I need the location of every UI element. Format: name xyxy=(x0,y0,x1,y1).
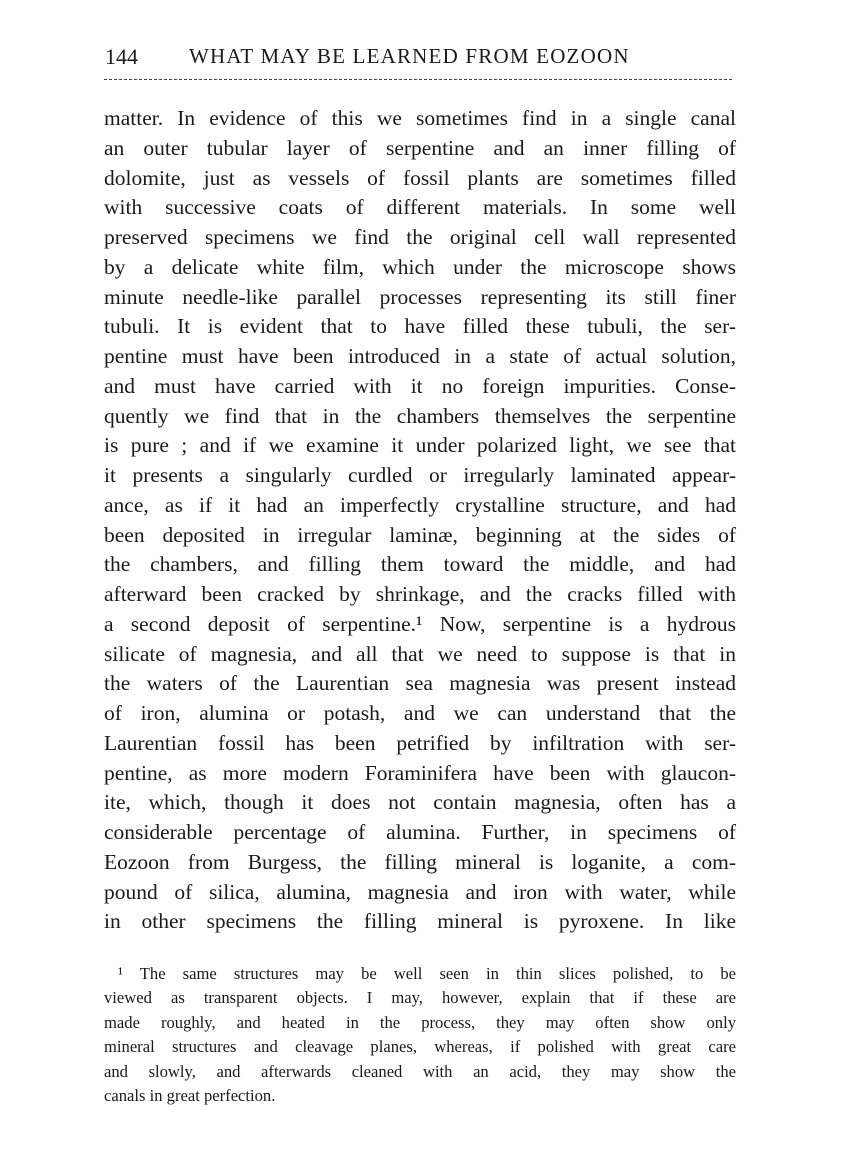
body-line: been deposited in irregular laminæ, beginning at the sides of xyxy=(104,522,736,547)
body-line: of iron, alumina or potash, and we can understand that the xyxy=(104,701,736,725)
footnote xyxy=(104,962,736,1108)
header-rule xyxy=(104,79,732,80)
body-line: the waters of the Laurentian sea magnesia was present instead xyxy=(104,671,736,696)
body-line: an outer tubular layer of serpentine and an inner filling of xyxy=(104,135,736,160)
body-line: is pure ; and if we examine it under polarized light, we see that xyxy=(104,433,736,458)
body-line: ite, which, though it does not contain magnesia, often has a xyxy=(104,790,736,815)
body-line: ance, as if it had an imperfectly crystalline structure, and had xyxy=(104,492,736,517)
body-line: silicate of magnesia, and all that we need to suppose is that in xyxy=(104,641,736,666)
body-line: by a delicate white film, which under the microscope shows xyxy=(104,254,736,279)
body-line: pentine must have been introduced in a state of actual solution, xyxy=(104,344,736,368)
body-line: minute needle-like parallel processes representing its still finer xyxy=(104,284,736,309)
running-title: WHAT MAY BE LEARNED FROM EOZOON xyxy=(189,44,630,68)
running-head xyxy=(105,44,735,74)
body-line: Laurentian fossil has been petrified by infiltration with ser- xyxy=(104,730,736,755)
body-line: tubuli. It is evident that to have filled these tubuli, the ser- xyxy=(104,314,736,339)
body-line: pound of silica, alumina, magnesia and iron with water, while xyxy=(104,879,736,904)
body-line: matter. In evidence of this we sometimes find in a single canal xyxy=(104,106,736,130)
body-line: the chambers, and filling them toward the middle, and had xyxy=(104,552,736,577)
body-line: a second deposit of serpentine.¹ Now, serpentine is a hydrous xyxy=(104,611,736,636)
footnote-line: made roughly, and heated in the process, they may often show only xyxy=(104,1012,736,1032)
footnote-line: viewed as transparent objects. I may, however, explain that if these are xyxy=(104,988,736,1008)
body-line: it presents a singularly curdled or irregularly laminated appear- xyxy=(104,463,736,487)
body-line: afterward been cracked by shrinkage, and the cracks filled with xyxy=(104,582,736,606)
body-line: dolomite, just as vessels of fossil plants are sometimes filled xyxy=(104,165,736,190)
body-text xyxy=(104,104,736,937)
footnote-line: canals in great perfection. xyxy=(104,1085,276,1105)
page-number: 144 xyxy=(105,44,138,69)
body-line: with successive coats of different materials. In some well xyxy=(104,195,736,220)
body-line: and must have carried with it no foreign impurities. Conse- xyxy=(104,373,736,398)
body-line: quently we find that in the chambers themselves the serpentine xyxy=(104,403,736,428)
footnote-line: ¹ The same structures may be well seen in thin slices polished, to be xyxy=(118,964,736,983)
body-line: preserved specimens we find the original cell wall represented xyxy=(104,225,736,249)
body-line: considerable percentage of alumina. Further, in specimens of xyxy=(104,820,736,844)
footnote-line: mineral structures and cleavage planes, whereas, if polished with great care xyxy=(104,1037,736,1057)
body-line: in other specimens the filling mineral is pyroxene. In like xyxy=(104,909,736,934)
footnote-line: and slowly, and afterwards cleaned with an acid, they may show the xyxy=(104,1061,736,1081)
body-line: pentine, as more modern Foraminifera have been with glaucon- xyxy=(104,760,736,785)
body-line: Eozoon from Burgess, the filling mineral is loganite, a com- xyxy=(104,849,736,874)
